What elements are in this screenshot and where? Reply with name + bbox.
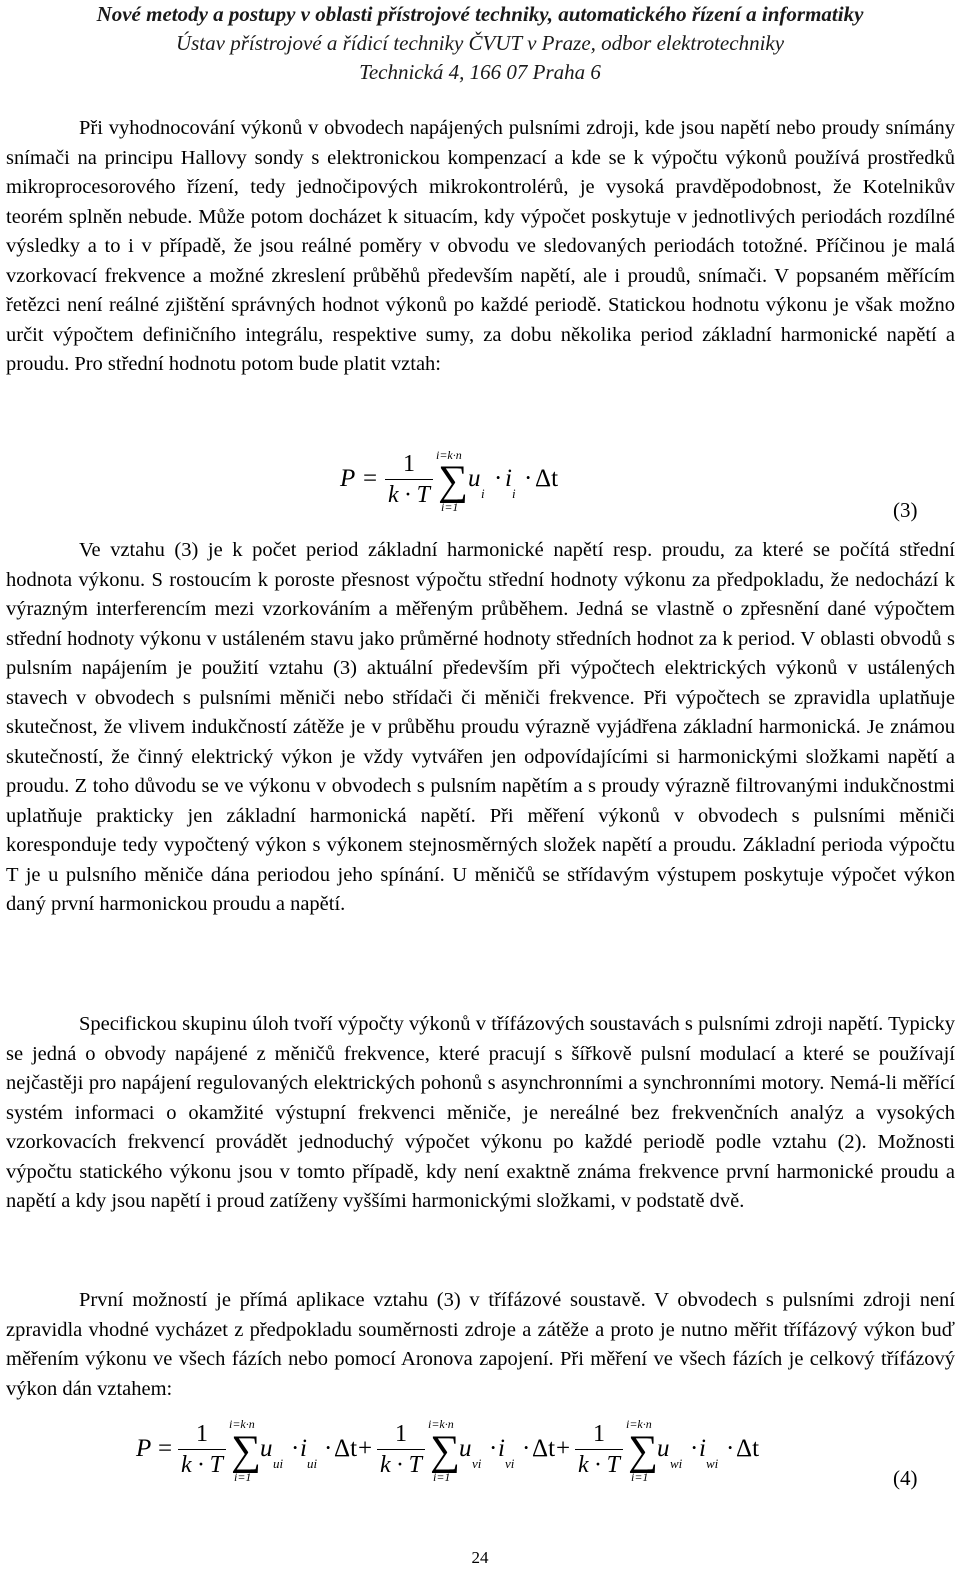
eq3-equals: = — [363, 465, 378, 492]
eq4-numerator-u: 1 — [196, 1421, 208, 1447]
paragraph-1-text: Při vyhodnocování výkonů v obvodech napájených pulsními zdroji, kde jsou napětí nebo proudy snímány snímači na principu Hallovy sondy s elektronickou kompenzací a kde se k výpočtu výkonů používá prostředků mikroprocesorového řízení, tedy jednočipových mikrokontrolérů, je vysoká pravděpodobnost, že Kotelnikův teorém splněn nebude. Může potom docházet k situacím, kdy výpočet poskytuje v jednotlivých periodách rozdílné výsledky a to i v případě, že jsou reálné poměry v obvodu ve sledovaných periodách totožné. Příčinou je malá vzorkovací frekvence a možné zkreslení průběhů především napětí, ale i proudů, snímači. V popsaném měřícím řetězci není reálné zjištění správných hodnot výkonů po každé periodě. Statickou hodnotu výkonu je však možno určit výpočtem definičního integrálu, respektive sumy, za dobu několika period základní harmonické napětí a proudu. Pro střední hodnotu potom bude platit vztah: — [6, 117, 955, 375]
eq4-lower-limit-u: i=1 — [234, 1470, 252, 1484]
eq4-dot-u1: · — [291, 1435, 300, 1462]
eq4-i-w: i — [699, 1435, 706, 1462]
header-institute: Ústav přístrojové a řídicí techniky ČVUT v Praze, odbor elektrotechniky — [175, 31, 785, 55]
eq4-upper-limit-u: i=k·n — [229, 1417, 255, 1431]
eq4-u-w: u — [657, 1435, 670, 1462]
eq4-i-v-sub: vi — [505, 1456, 515, 1471]
eq4-u-u: u — [260, 1435, 273, 1462]
equation-4 — [0, 1408, 960, 1518]
eq4-denominator-u: k · T — [181, 1452, 223, 1478]
eq4-i-u: i — [300, 1435, 307, 1462]
eq4-dot-w2: · — [726, 1435, 735, 1462]
eq4-sum-u: ∑ — [231, 1428, 261, 1474]
eq3-delta-t: Δt — [535, 465, 559, 492]
paragraph-3-text: Specifickou skupinu úloh tvoří výpočty výkonů v třífázových soustavách s pulsními zdroji napětí. Typicky se jedná o obvody napájené z měničů frekvence, které pracují s šířkově pulsní modulací a které se používají nejčastěji pro napájení regulovaných elektrických pohonů s asynchronními a synchronními motory. Nemá-li měřící systém informaci o okamžité výstupní frekvenci měniče, je nereálné bez frekvenčních analýz a vysokých vzorkovacích frekvencí provádět jednoduchý výpočet výkonu po každé periodě podle vztahu (2). Možnosti výpočtu statického výkonu jsou v tomto případě, kdy není exaktně známa frekvence první harmonické proudu a napětí a kdy jsou napětí i proud zatíženy vyššími harmonickými složkami, v podstatě dvě. — [6, 1013, 955, 1212]
eq4-lhs: P — [136, 1435, 152, 1462]
eq4-lower-limit-v: i=1 — [433, 1470, 451, 1484]
eq4-fraction-u — [178, 1420, 226, 1479]
eq4-u-u-sub: ui — [273, 1456, 284, 1471]
eq4-fraction-w — [575, 1420, 623, 1479]
eq4-upper-limit-v: i=k·n — [428, 1417, 454, 1431]
eq3-i-sub: i — [512, 486, 516, 501]
equation-3 — [0, 440, 960, 530]
eq3-u: u — [468, 465, 481, 492]
eq4-plus-2: + — [556, 1435, 571, 1462]
eq3-denominator: k · T — [388, 482, 430, 508]
eq3-lhs: P — [340, 465, 356, 492]
eq4-i-v: i — [498, 1435, 505, 1462]
header-conference-title: Nové metody a postupy v oblasti přístrojové techniky, automatického řízení a informatiky — [96, 2, 864, 26]
eq4-dot-v2: · — [522, 1435, 531, 1462]
eq4-u-v-sub: vi — [472, 1456, 482, 1471]
eq3-upper-limit: i=k·n — [436, 448, 462, 462]
eq3-fraction-bar — [385, 479, 433, 480]
eq4-dt-w: Δt — [736, 1435, 760, 1462]
eq3-u-sub: i — [481, 486, 485, 501]
paragraph-1 — [6, 114, 955, 380]
eq3-dot-2: · — [524, 465, 533, 492]
eq4-dt-u: Δt — [334, 1435, 358, 1462]
eq4-numerator-w: 1 — [593, 1421, 605, 1447]
eq3-sum-symbol: ∑ — [438, 458, 468, 504]
page-number: 24 — [471, 1548, 489, 1567]
eq4-u-v: u — [459, 1435, 472, 1462]
eq4-upper-limit-w: i=k·n — [626, 1417, 652, 1431]
eq4-bar-w — [575, 1449, 623, 1450]
paragraph-2 — [6, 536, 955, 920]
eq4-i-u-sub: ui — [307, 1456, 318, 1471]
eq4-numerator-v: 1 — [395, 1421, 407, 1447]
eq4-lower-limit-w: i=1 — [631, 1470, 649, 1484]
eq4-dt-v: Δt — [532, 1435, 556, 1462]
eq4-dot-w1: · — [690, 1435, 699, 1462]
eq4-i-w-sub: wi — [706, 1456, 719, 1471]
paragraph-4 — [6, 1286, 955, 1404]
eq4-sum-w: ∑ — [628, 1428, 658, 1474]
eq4-number: (4) — [893, 1466, 918, 1490]
eq4-fraction-v — [377, 1420, 425, 1479]
paragraph-2-text: Ve vztahu (3) je k počet period základní harmonické napětí resp. proudu, za které se počítá střední hodnota výkonu. S rostoucím k poroste přesnost výpočtu střední hodnoty výkonu za předpokladu, že nedochází k výrazným interferencím mezi vzorkováním a měřeným průběhem. Jedná se vlastně o zpřesnění dané výpočtem střední hodnoty výkonu v ustáleném stavu jako průměrné hodnoty středních hodnot za k period. V oblasti obvodů s pulsním napájením je použití vztahu (3) aktuální především při výpočtech elektrických výkonů v ustálených stavech v obvodech s pulsními měniči nebo střídači či měniči frekvence. Při výpočtech se zpravidla uplatňuje skutečnost, že vlivem indukčností zátěže je v průběhu proudu výrazně vyjádřena základní harmonická. Je známou skutečností, že činný elektrický výkon je vždy vytvářen jen odpovídajícími si harmonickými složkami napětí a proudu. Z toho důvodu se ve výkonu v obvodech s pulsním napětím a s proudy výrazně filtrovanými indukčnostmi uplatňuje prakticky jen základní harmonická napětí. Při měření výkonů v obvodech s pulsními měniči koresponduje tedy vypočtený výkon s výkonem stejnosměrných složek napětí a proudu. Základní perioda výpočtu T je u pulsního měniče dána periodou jeho spínání. U měničů se střídavým výstupem poskytuje výpočet výkon daný první harmonickou proudu a napětí. — [6, 539, 955, 915]
eq4-dot-u2: · — [324, 1435, 333, 1462]
eq4-equals: = — [158, 1435, 173, 1462]
eq4-denominator-w: k · T — [578, 1452, 620, 1478]
eq3-number: (3) — [893, 498, 918, 522]
eq4-bar-u — [178, 1449, 226, 1450]
paragraph-3 — [6, 1010, 955, 1217]
eq3-numerator: 1 — [403, 451, 415, 477]
eq3-i: i — [505, 465, 512, 492]
eq4-bar-v — [377, 1449, 425, 1450]
eq3-fraction — [385, 450, 433, 509]
eq4-sum-v: ∑ — [430, 1428, 460, 1474]
eq4-u-w-sub: wi — [670, 1456, 683, 1471]
eq4-denominator-v: k · T — [380, 1452, 422, 1478]
eq3-dot-1: · — [494, 465, 503, 492]
header-address: Technická 4, 166 07 Praha 6 — [359, 60, 601, 84]
paragraph-4-text: První možností je přímá aplikace vztahu (3) v třífázové soustavě. V obvodech s pulsními zdroji není zpravidla vhodné vycházet z předpokladu souměrnosti zdroje a zátěže a proto je nutno měřit třífázový výkon buď měřením výkonu ve všech fázích nebo pomocí Aronova zapojení. Při měření ve všech fázích je celkový třífázový výkon dán vztahem: — [6, 1289, 955, 1400]
eq4-dot-v1: · — [489, 1435, 498, 1462]
page-header — [0, 0, 960, 87]
eq4-plus-1: + — [358, 1435, 373, 1462]
eq3-lower-limit: i=1 — [441, 500, 459, 514]
